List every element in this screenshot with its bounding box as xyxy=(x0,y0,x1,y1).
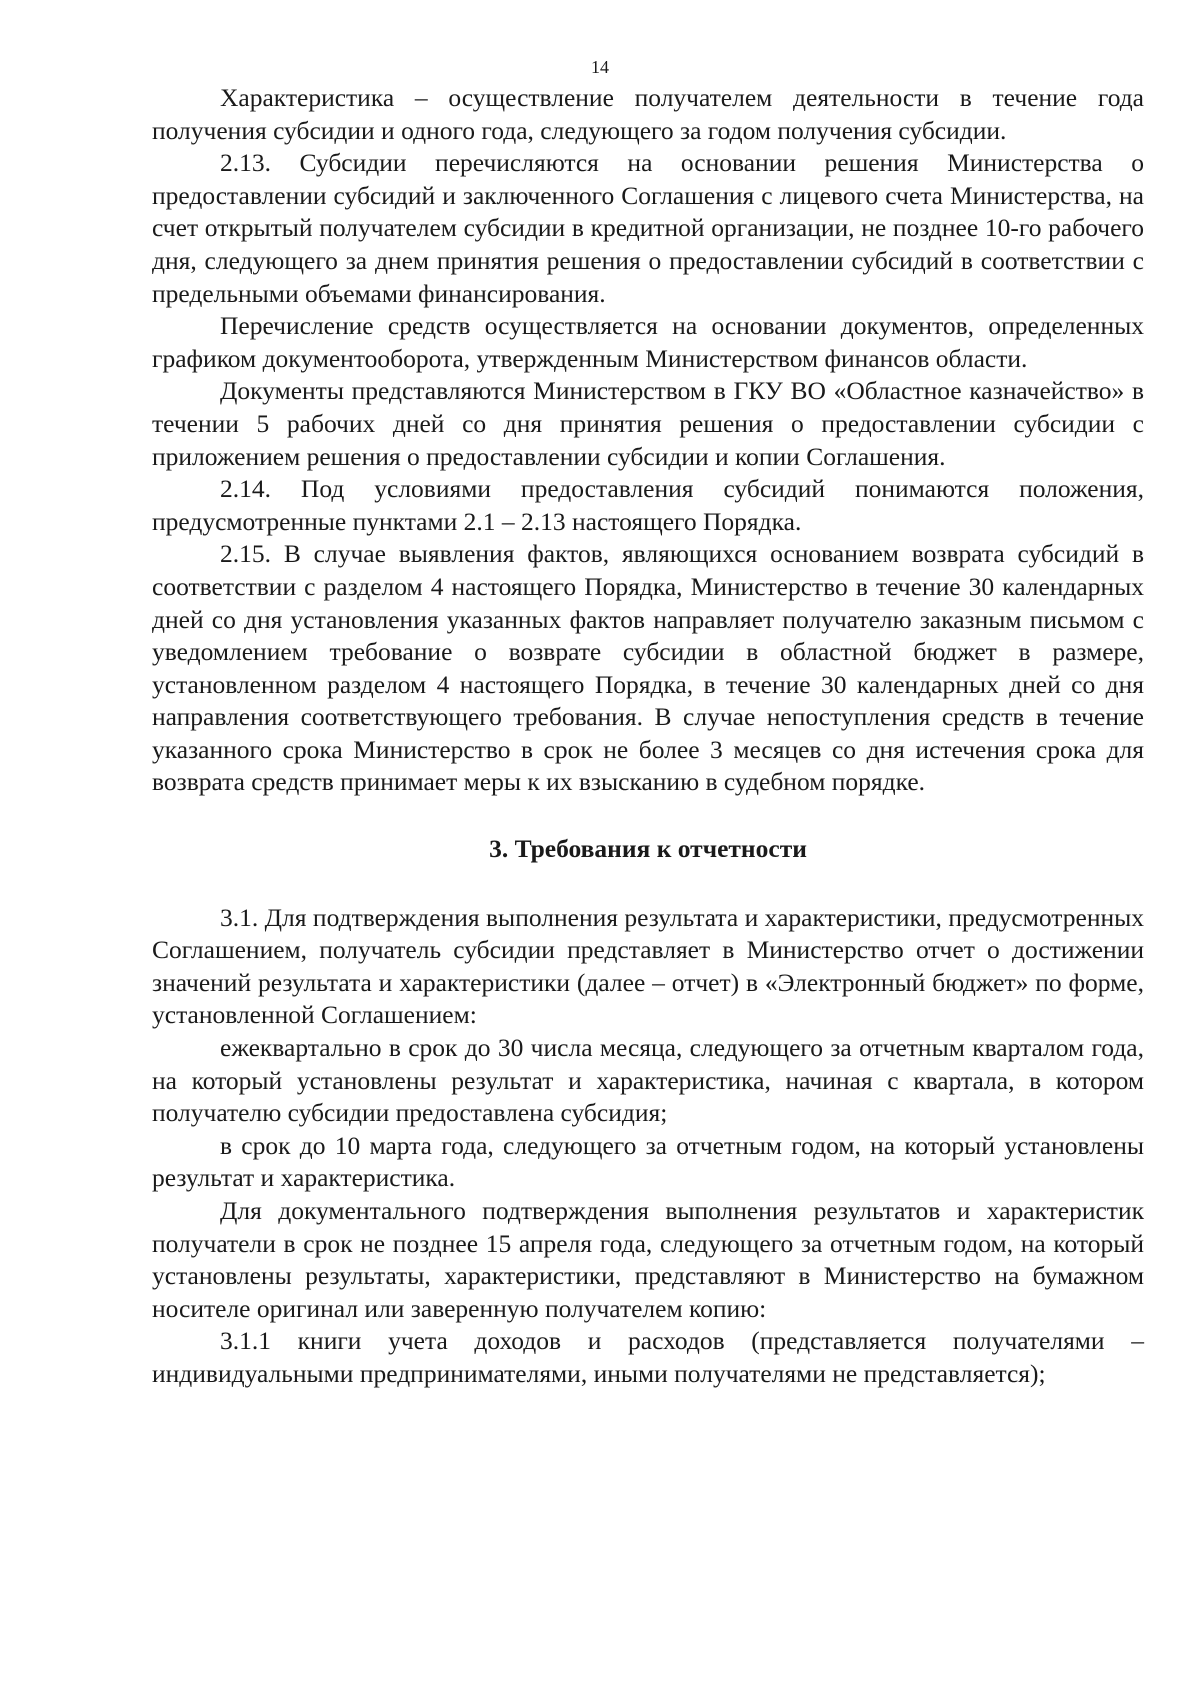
paragraph-2-15: 2.15. В случае выявления фактов, являющихся основанием возврата субсидий в соответствии с разделом 4 настоящего Порядка, Министерство в течение 30 календарных дней со дня установления указанных фактов направляет получателю заказным письмом с уведомлением требование о возврате субсидии в областной бюджет в размере, установленном разделом 4 настоящего Порядка, в течение 30 календарных дней со дня направления соответствующего требования. В случае непоступления средств в течение указанного срока Министерство в срок не более 3 месяцев со дня истечения срока для возврата средств принимает меры к их взысканию в судебном порядке. xyxy=(152,539,1144,797)
paragraph-characteristic: Характеристика – осуществление получателем деятельности в течение года получения субсидии и одного года, следующего за годом получения субсидии. xyxy=(152,83,1144,145)
paragraph-documents-treasury: Документы представляются Министерством в ГКУ ВО «Областное казначейство» в течении 5 рабочих дней со дня принятия решения о предоставлении субсидии с приложением решения о предоставлении субсидии и копии Соглашения. xyxy=(152,376,1144,471)
paragraph-3-1: 3.1. Для подтверждения выполнения результата и характеристики, предусмотренных Соглашением, получатель субсидии представляет в Министерство отчет о достижении значений результата и характеристики (далее – отчет) в «Электронный бюджет» по форме, установленной Соглашением: xyxy=(152,902,1144,1030)
document-body xyxy=(152,82,1144,1391)
paragraph-march-deadline: в срок до 10 марта года, следующего за отчетным годом, на который установлены результат и характеристика. xyxy=(152,1130,1144,1193)
paragraph-3-1-1: 3.1.1 книги учета доходов и расходов (представляется получателями – индивидуальными предпринимателями, иными получателями не представляется); xyxy=(152,1326,1144,1388)
paragraph-2-13: 2.13. Субсидии перечисляются на основании решения Министерства о предоставлении субсидий и заключенного Соглашения с лицевого счета Министерства, на счет открытый получателем субсидии в кредитной организации, не позднее 10-го рабочего дня, следующего за днем принятия решения о предоставлении субсидий в соответствии с предельными объемами финансирования. xyxy=(152,148,1144,308)
paragraph-transfer-funds: Перечисление средств осуществляется на основании документов, определенных графиком документооборота, утвержденным Министерством финансов области. xyxy=(152,311,1144,373)
section-heading: 3. Требования к отчетности xyxy=(489,834,807,864)
paragraph-2-14: 2.14. Под условиями предоставления субсидий понимаются положения, предусмотренные пунктами 2.1 – 2.13 настоящего Порядка. xyxy=(152,474,1144,536)
paragraph-quarterly: ежеквартально в срок до 30 числа месяца, следующего за отчетным кварталом года, на который установлены результат и характеристика, начиная с квартала, в котором получателю субсидии предоставлена субсидия; xyxy=(152,1033,1144,1128)
page-number: 14 xyxy=(591,57,609,77)
paragraph-documentary-confirmation: Для документального подтверждения выполнения результатов и характеристик получатели в срок не позднее 15 апреля года, следующего за отчетным годом, на который установлены результаты, характеристики, представляют в Министерство на бумажном носителе оригинал или заверенную получателем копию: xyxy=(152,1196,1144,1323)
